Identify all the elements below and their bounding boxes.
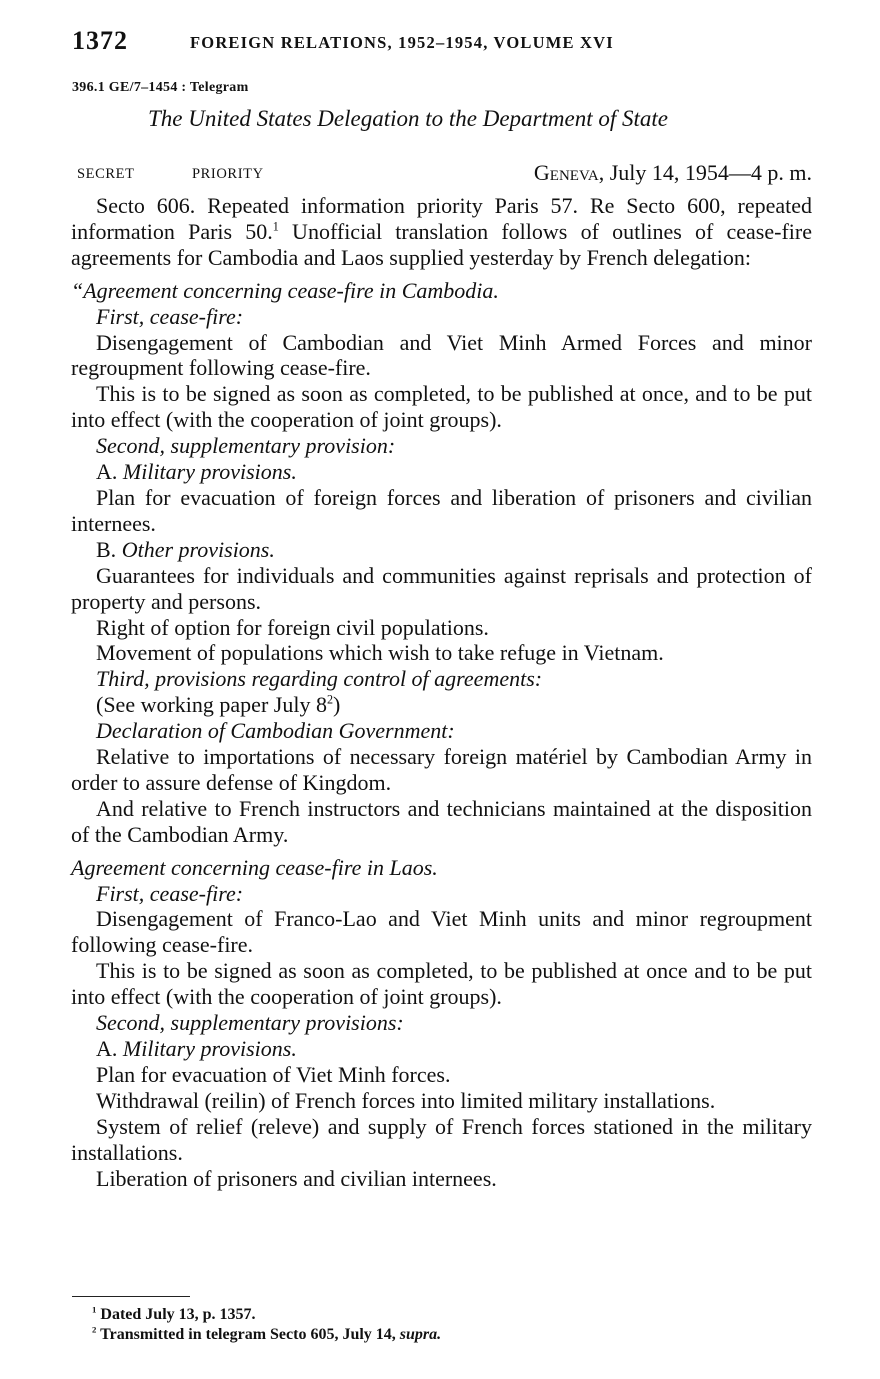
cambodia-evacuation: Plan for evacuation of foreign forces and liberation of prisoners and civilian internees. bbox=[71, 484, 812, 536]
footnote-1-text: Dated July 13, p. 1357. bbox=[100, 1306, 256, 1323]
cambodia-declaration-heading: Declaration of Cambodian Government: bbox=[96, 718, 455, 744]
page-number: 1372 bbox=[72, 26, 128, 55]
cambodia-importations: Relative to importations of necessary foreign matériel by Cambodian Army in order to assure defense of Kingdom. bbox=[71, 744, 812, 795]
footnote-2 bbox=[92, 1325, 812, 1345]
footnotes bbox=[92, 1305, 812, 1345]
section-a-title: Military provisions. bbox=[122, 459, 297, 485]
footnote-2-emphasis: supra. bbox=[399, 1326, 442, 1343]
dateline bbox=[534, 160, 812, 186]
laos-first-heading: First, cease-fire: bbox=[96, 880, 244, 906]
classification-label: SECRET bbox=[77, 166, 135, 182]
telegram-meta bbox=[72, 160, 812, 190]
cambodia-instructors: And relative to French instructors and technicians maintained at the disposition of the Cambodian Army. bbox=[71, 795, 812, 847]
laos-section-a-label: A. bbox=[96, 1036, 123, 1061]
footnote-1-marker: 1 bbox=[92, 1304, 97, 1315]
working-paper-close: ) bbox=[333, 692, 341, 718]
laos-signing: This is to be signed as soon as completed, to be published at once and to be put into effect (with the cooperation of joint groups). bbox=[71, 958, 812, 1010]
working-paper-text: (See working paper July 8 bbox=[96, 692, 327, 718]
footnote-1 bbox=[92, 1305, 812, 1325]
running-head: FOREIGN RELATIONS, 1952–1954, VOLUME XVI bbox=[190, 33, 614, 52]
laos-section-a bbox=[71, 1036, 812, 1062]
cambodia-movement: Movement of populations which wish to take refuge in Vietnam. bbox=[96, 640, 664, 666]
cambodia-guarantees: Guarantees for individuals and communities against reprisals and protection of property and persons. bbox=[71, 562, 812, 614]
cambodia-option: Right of option for foreign civil populations. bbox=[96, 614, 489, 640]
intro-paragraph bbox=[71, 193, 812, 271]
footnote-ref-2: 2 bbox=[326, 692, 333, 707]
laos-second-heading: Second, supplementary provisions: bbox=[96, 1010, 404, 1036]
dateline-place: Geneva bbox=[533, 160, 599, 185]
footnote-2-marker: 2 bbox=[92, 1324, 97, 1335]
dateline-date: , July 14, 1954—4 p. m. bbox=[598, 160, 812, 185]
laos-section-a-title: Military provisions. bbox=[122, 1036, 297, 1061]
cambodia-signing: This is to be signed as soon as completed, to be published at once, and to be put into effect (with the cooperation of joint groups). bbox=[71, 381, 812, 433]
precedence-label: PRIORITY bbox=[192, 166, 264, 182]
document-title: The United States Delegation to the Department of State bbox=[148, 106, 668, 131]
cambodia-section-b bbox=[71, 537, 812, 563]
laos-relief: System of relief (releve) and supply of French forces stationed in the military installations. bbox=[71, 1113, 812, 1165]
cambodia-heading: “Agreement concerning cease-fire in Cambodia. bbox=[71, 277, 499, 303]
cambodia-first-heading: First, cease-fire: bbox=[96, 303, 244, 329]
cambodia-third-heading: Third, provisions regarding control of agreements: bbox=[96, 666, 543, 692]
laos-withdrawal: Withdrawal (reilin) of French forces into limited military installations. bbox=[96, 1087, 716, 1113]
cambodia-disengagement: Disengagement of Cambodian and Viet Minh Armed Forces and minor regroupment following cease-fire. bbox=[71, 329, 812, 381]
laos-heading: Agreement concerning cease-fire in Laos. bbox=[71, 854, 438, 880]
section-b-title: Other provisions. bbox=[121, 536, 275, 562]
intro-text: Secto 606. Repeated information priority Paris 57. Re Secto 600, repeated information Paris 50. bbox=[71, 193, 812, 244]
document-file-id: 396.1 GE/7–1454 : Telegram bbox=[72, 80, 249, 95]
telegram-body bbox=[71, 193, 812, 1191]
laos-liberation: Liberation of prisoners and civilian internees. bbox=[96, 1165, 497, 1191]
laos-disengagement: Disengagement of Franco-Lao and Viet Minh units and minor regroupment following cease-fire. bbox=[71, 906, 812, 958]
intro-text-continued: Unofficial translation follows of outlines of cease-fire agreements for Cambodia and Laos supplied yesterday by French delegation: bbox=[71, 218, 812, 270]
cambodia-second-heading: Second, supplementary provision: bbox=[96, 433, 396, 459]
cambodia-section-a bbox=[71, 459, 812, 485]
footnote-divider bbox=[72, 1296, 190, 1297]
footnote-2-text: Transmitted in telegram Secto 605, July 14, bbox=[100, 1326, 400, 1343]
page-header bbox=[72, 26, 812, 62]
laos-evacuation: Plan for evacuation of Viet Minh forces. bbox=[96, 1061, 451, 1087]
cambodia-working-paper bbox=[71, 692, 812, 718]
section-a-label: A. bbox=[96, 459, 123, 485]
section-b-label: B. bbox=[96, 536, 122, 562]
footnote-ref-1: 1 bbox=[272, 219, 279, 234]
